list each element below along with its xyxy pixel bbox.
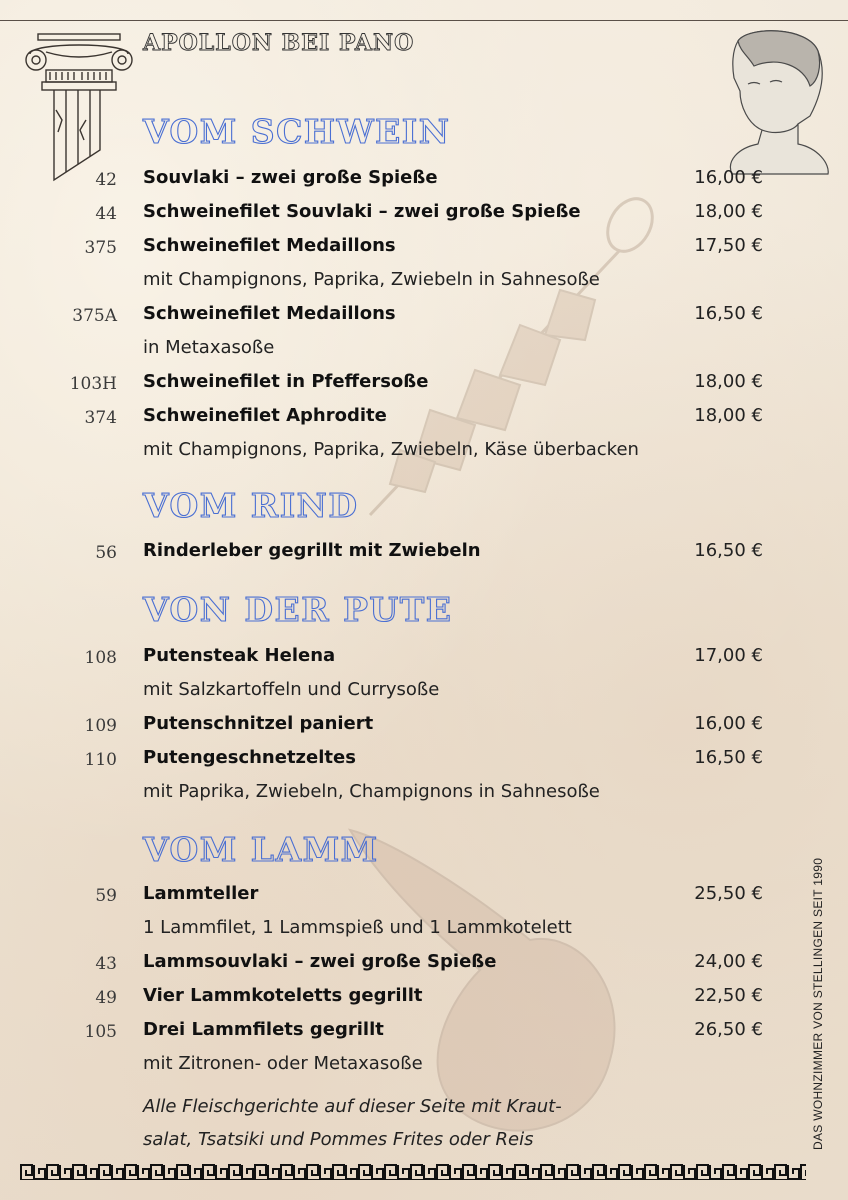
item-price: 24,00 € <box>694 951 763 972</box>
menu-item <box>0 166 848 194</box>
menu-item <box>0 370 848 398</box>
item-number: 375A <box>72 306 117 326</box>
item-description: mit Champignons, Paprika, Zwiebeln in Sahnesoße <box>143 269 600 290</box>
menu-item <box>0 950 848 978</box>
item-description: mit Salzkartoffeln und Currysoße <box>143 679 440 700</box>
item-name: Drei Lammfilets gegrillt <box>143 1019 384 1040</box>
item-name: Schweinefilet Souvlaki – zwei große Spieße <box>143 201 581 222</box>
item-description: mit Champignons, Paprika, Zwiebeln, Käse überbacken <box>143 439 639 460</box>
menu-item-description <box>0 916 848 944</box>
side-dish-note <box>143 1090 663 1156</box>
menu-item-description <box>0 438 848 466</box>
item-description: in Metaxasoße <box>143 337 275 358</box>
item-name: Putengeschnetzeltes <box>143 747 356 768</box>
item-name: Putensteak Helena <box>143 645 336 666</box>
section-title-lamm: VOM LAMM <box>143 830 379 869</box>
menu-item-description <box>0 268 848 296</box>
item-price: 16,00 € <box>694 713 763 734</box>
menu-item-description <box>0 678 848 706</box>
menu-item <box>0 539 848 567</box>
menu-item <box>0 1018 848 1046</box>
item-description: mit Paprika, Zwiebeln, Champignons in Sahnesoße <box>143 781 600 802</box>
item-price: 17,00 € <box>694 645 763 666</box>
item-name: Putenschnitzel paniert <box>143 713 374 734</box>
item-number: 110 <box>84 750 117 770</box>
menu-item <box>0 404 848 432</box>
menu-item-description <box>0 336 848 364</box>
item-name: Schweinefilet Aphrodite <box>143 405 387 426</box>
item-number: 56 <box>95 543 117 563</box>
menu-item <box>0 302 848 330</box>
menu-item <box>0 234 848 262</box>
section-title-schwein: VOM SCHWEIN <box>143 112 451 151</box>
item-price: 26,50 € <box>694 1019 763 1040</box>
top-divider <box>0 20 848 21</box>
item-price: 18,00 € <box>694 201 763 222</box>
greek-meander-border-icon <box>20 1164 806 1180</box>
menu-item <box>0 882 848 910</box>
section-title-pute: VON DER PUTE <box>143 590 453 629</box>
item-name: Schweinefilet in Pfeffersoße <box>143 371 429 392</box>
item-price: 18,00 € <box>694 405 763 426</box>
item-name: Rinderleber gegrillt mit Zwiebeln <box>143 540 481 561</box>
item-number: 374 <box>84 408 117 428</box>
item-price: 25,50 € <box>694 883 763 904</box>
item-price: 18,00 € <box>694 371 763 392</box>
menu-item-description <box>0 780 848 808</box>
item-number: 103H <box>69 374 117 394</box>
menu-item <box>0 712 848 740</box>
item-price: 16,00 € <box>694 167 763 188</box>
tagline-vertical: DAS WOHNZIMMER VON STELLINGEN SEIT 1990 <box>811 857 825 1150</box>
restaurant-brand: APOLLON BEI PANO <box>143 30 415 56</box>
item-number: 49 <box>95 988 117 1008</box>
menu-item <box>0 746 848 774</box>
item-price: 22,50 € <box>694 985 763 1006</box>
item-name: Vier Lammkoteletts gegrillt <box>143 985 423 1006</box>
item-number: 42 <box>95 170 117 190</box>
item-price: 17,50 € <box>694 235 763 256</box>
section-title-rind: VOM RIND <box>143 486 359 525</box>
item-name: Lammsouvlaki – zwei große Spieße <box>143 951 497 972</box>
item-price: 16,50 € <box>694 303 763 324</box>
item-number: 375 <box>84 238 117 258</box>
side-dish-note-line-1: Alle Fleischgerichte auf dieser Seite mit Kraut- <box>143 1096 562 1117</box>
side-dish-note-line-2: salat, Tsatsiki und Pommes Frites oder Reis <box>143 1129 534 1150</box>
item-number: 44 <box>95 204 117 224</box>
item-description: 1 Lammfilet, 1 Lammspieß und 1 Lammkotelett <box>143 917 572 938</box>
david-bust-icon <box>718 26 832 176</box>
item-price: 16,50 € <box>694 540 763 561</box>
menu-item-description <box>0 1052 848 1080</box>
item-number: 109 <box>84 716 117 736</box>
item-number: 105 <box>84 1022 117 1042</box>
item-description: mit Zitronen- oder Metaxasoße <box>143 1053 423 1074</box>
item-name: Souvlaki – zwei große Spieße <box>143 167 438 188</box>
menu-item <box>0 200 848 228</box>
item-name: Lammteller <box>143 883 259 904</box>
item-name: Schweinefilet Medaillons <box>143 235 396 256</box>
item-name: Schweinefilet Medaillons <box>143 303 396 324</box>
item-number: 43 <box>95 954 117 974</box>
item-price: 16,50 € <box>694 747 763 768</box>
item-number: 59 <box>95 886 117 906</box>
item-number: 108 <box>84 648 117 668</box>
menu-item <box>0 984 848 1012</box>
menu-item <box>0 644 848 672</box>
